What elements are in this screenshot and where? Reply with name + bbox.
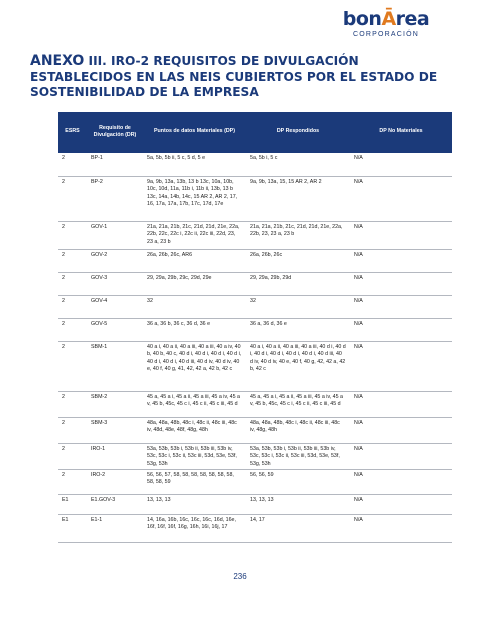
cell-dr: SBM-2 xyxy=(87,392,143,418)
header-dr: Requisito de Divulgación (DR) xyxy=(87,112,143,153)
table-row xyxy=(58,222,452,250)
cell-non-material: N/A xyxy=(350,495,452,515)
cell-esrs: E1 xyxy=(58,495,87,515)
cell-non-material: N/A xyxy=(350,177,452,222)
disclosure-table xyxy=(58,112,452,543)
cell-material: 32 xyxy=(143,296,246,319)
cell-esrs: 2 xyxy=(58,222,87,250)
cell-answered: 9a, 9b, 13a, 15, 15 AR 2, AR 2 xyxy=(246,177,350,222)
cell-dr: GOV-5 xyxy=(87,319,143,342)
cell-esrs: 2 xyxy=(58,342,87,392)
cell-material: 26a, 26b, 26c, AR6 xyxy=(143,250,246,273)
header-answered-dp: DP Respondidos xyxy=(246,112,350,153)
table-row xyxy=(58,319,452,342)
cell-non-material: N/A xyxy=(350,342,452,392)
cell-dr: IRO-2 xyxy=(87,470,143,495)
cell-dr: IRO-1 xyxy=(87,444,143,470)
cell-answered: 53a, 53b, 53b i, 53b ii, 53b iii, 53b iv, 53c, 53c i, 53c ii, 53c iii, 53d, 53e, 53f, 53g, 53h xyxy=(246,444,350,470)
cell-answered: 21a, 21a, 21b, 21c, 21d, 21d, 21e, 22a, 22b, 23, 23 a, 23 b xyxy=(246,222,350,250)
table-row xyxy=(58,177,452,222)
table-row xyxy=(58,153,452,177)
cell-material: 13, 13, 13 xyxy=(143,495,246,515)
cell-esrs: 2 xyxy=(58,250,87,273)
cell-answered: 5a, 5b i, 5 c xyxy=(246,153,350,177)
header-esrs: ESRS xyxy=(58,112,87,153)
cell-material: 29, 29a, 29b, 29c, 29d, 29e xyxy=(143,273,246,296)
cell-answered: 40 a i, 40 a ii, 40 a iii, 40 a iii, 40 d i, 40 d i, 40 d i, 40 d i, 40 d i, 40 d i, 40 d iii, 40 d iv, 40 d iv, 40 e, 40 f, 40 g, 42, 42 a, 42 b, 42 c xyxy=(246,342,350,392)
cell-dr: GOV-1 xyxy=(87,222,143,250)
table-row xyxy=(58,515,452,543)
cell-answered: 32 xyxy=(246,296,350,319)
cell-dr: GOV-2 xyxy=(87,250,143,273)
cell-non-material: N/A xyxy=(350,418,452,444)
cell-dr: GOV-4 xyxy=(87,296,143,319)
cell-esrs: 2 xyxy=(58,296,87,319)
cell-esrs: 2 xyxy=(58,418,87,444)
cell-answered: 45 a, 45 a i, 45 a ii, 45 a iii, 45 a iv, 45 a v, 45 b, 45c, 45 c i, 45 c ii, 45 c iii, 45 d xyxy=(246,392,350,418)
cell-answered: 14, 17 xyxy=(246,515,350,543)
cell-dr: E1-1 xyxy=(87,515,143,543)
cell-non-material: N/A xyxy=(350,470,452,495)
table-row xyxy=(58,418,452,444)
cell-esrs: 2 xyxy=(58,392,87,418)
cell-material: 48a, 48a, 48b, 48c i, 48c ii, 48c iii, 48c iv, 48d, 48e, 48f, 48g, 48h xyxy=(143,418,246,444)
cell-non-material: N/A xyxy=(350,392,452,418)
cell-material: 40 a i, 40 a ii, 40 a iii, 40 a iii, 40 a iv, 40 b, 40 b, 40 c, 40 d i, 40 d i, 40 d i, 40 d i, 40 d i, 40 d i, 40 d iii, 40 d iv, 40 d iv, 40 e, 40 f, 40 g, 41, 42, 42 a, 42 b, 42 c xyxy=(143,342,246,392)
cell-material: 14, 16a, 16b, 16c, 16c, 16c, 16d, 16e, 16f, 16f, 16f, 16g, 16h, 16i, 16j, 17 xyxy=(143,515,246,543)
cell-answered: 36 a, 36 d, 36 e xyxy=(246,319,350,342)
cell-dr: SBM-1 xyxy=(87,342,143,392)
cell-esrs: E1 xyxy=(58,515,87,543)
logo-subtitle: CORPORACIÓN xyxy=(352,31,420,38)
table-header-row xyxy=(58,112,452,153)
cell-esrs: 2 xyxy=(58,177,87,222)
cell-esrs: 2 xyxy=(58,319,87,342)
cell-esrs: 2 xyxy=(58,153,87,177)
cell-answered: 13, 13, 13 xyxy=(246,495,350,515)
cell-material: 5a, 5b, 5b ii, 5 c, 5 d, 5 e xyxy=(143,153,246,177)
page-number: 236 xyxy=(233,572,247,581)
cell-non-material: N/A xyxy=(350,444,452,470)
cell-dr: GOV-3 xyxy=(87,273,143,296)
cell-esrs: 2 xyxy=(58,444,87,470)
cell-esrs: 2 xyxy=(58,470,87,495)
cell-non-material: N/A xyxy=(350,222,452,250)
cell-dr: E1.GOV-3 xyxy=(87,495,143,515)
cell-dr: BP-2 xyxy=(87,177,143,222)
cell-answered: 29, 29a, 29b, 29d xyxy=(246,273,350,296)
cell-dr: SBM-3 xyxy=(87,418,143,444)
cell-non-material: N/A xyxy=(350,515,452,543)
cell-non-material: N/A xyxy=(350,319,452,342)
header-non-material-dp: DP No Materiales xyxy=(350,112,452,153)
cell-dr: BP-1 xyxy=(87,153,143,177)
table-row xyxy=(58,296,452,319)
cell-material: 36 a, 36 b, 36 c, 36 d, 36 e xyxy=(143,319,246,342)
cell-answered: 56, 56, 59 xyxy=(246,470,350,495)
cell-non-material: N/A xyxy=(350,296,452,319)
company-logo xyxy=(336,8,436,39)
table-row xyxy=(58,273,452,296)
table-row xyxy=(58,342,452,392)
cell-material: 21a, 21a, 21b, 21c, 21d, 21d, 21e, 22a, 22b, 22c, 22c i, 22c ii, 22c iii, 22d, 23, 23 a, 23 b xyxy=(143,222,246,250)
page-title: ANEXO III. IRO-2 REQUISITOS DE DIVULGACIÓN ESTABLECIDOS EN LAS NEIS CUBIERTOS POR EL ESTADO DE SOSTENIBILIDAD DE LA EMPRESA xyxy=(30,53,438,99)
cell-non-material: N/A xyxy=(350,250,452,273)
cell-material: 9a, 9b, 13a, 13b, 13 b 13c, 10a, 10b, 10c, 10d, 11a, 11b i, 11b ii, 13b, 13 b 13c, 14a, 14b, 14c, 15 AR 2, AR 2, 17, 16, 17a, 17a, 17b, 17c, 17d, 17e xyxy=(143,177,246,222)
table-row xyxy=(58,495,452,515)
cell-material: 56, 56, 57, 58, 58, 58, 58, 58, 58, 58, 58, 58, 59 xyxy=(143,470,246,495)
cell-non-material: N/A xyxy=(350,153,452,177)
table-row xyxy=(58,250,452,273)
cell-material: 45 a, 45 a i, 45 a ii, 45 a iii, 45 a iv, 45 a v, 45 b, 45c, 45 c i, 45 c ii, 45 c iii, 45 d xyxy=(143,392,246,418)
cell-answered: 26a, 26b, 26c xyxy=(246,250,350,273)
cell-material: 53a, 53b, 53b i, 53b ii, 53b iii, 53b iv, 53c, 53c i, 53c ii, 53c iii, 53d, 53e, 53f, 53g, 53h xyxy=(143,444,246,470)
table-row xyxy=(58,470,452,495)
table-row xyxy=(58,392,452,418)
cell-esrs: 2 xyxy=(58,273,87,296)
table-row xyxy=(58,444,452,470)
logo-wordmark: bonĀrea xyxy=(342,8,430,30)
cell-answered: 48a, 48a, 48b, 48c i, 48c ii, 48c iii, 48c iv, 48g, 48h xyxy=(246,418,350,444)
header-material-dp: Puntos de datos Materiales (DP) xyxy=(143,112,246,153)
cell-non-material: N/A xyxy=(350,273,452,296)
